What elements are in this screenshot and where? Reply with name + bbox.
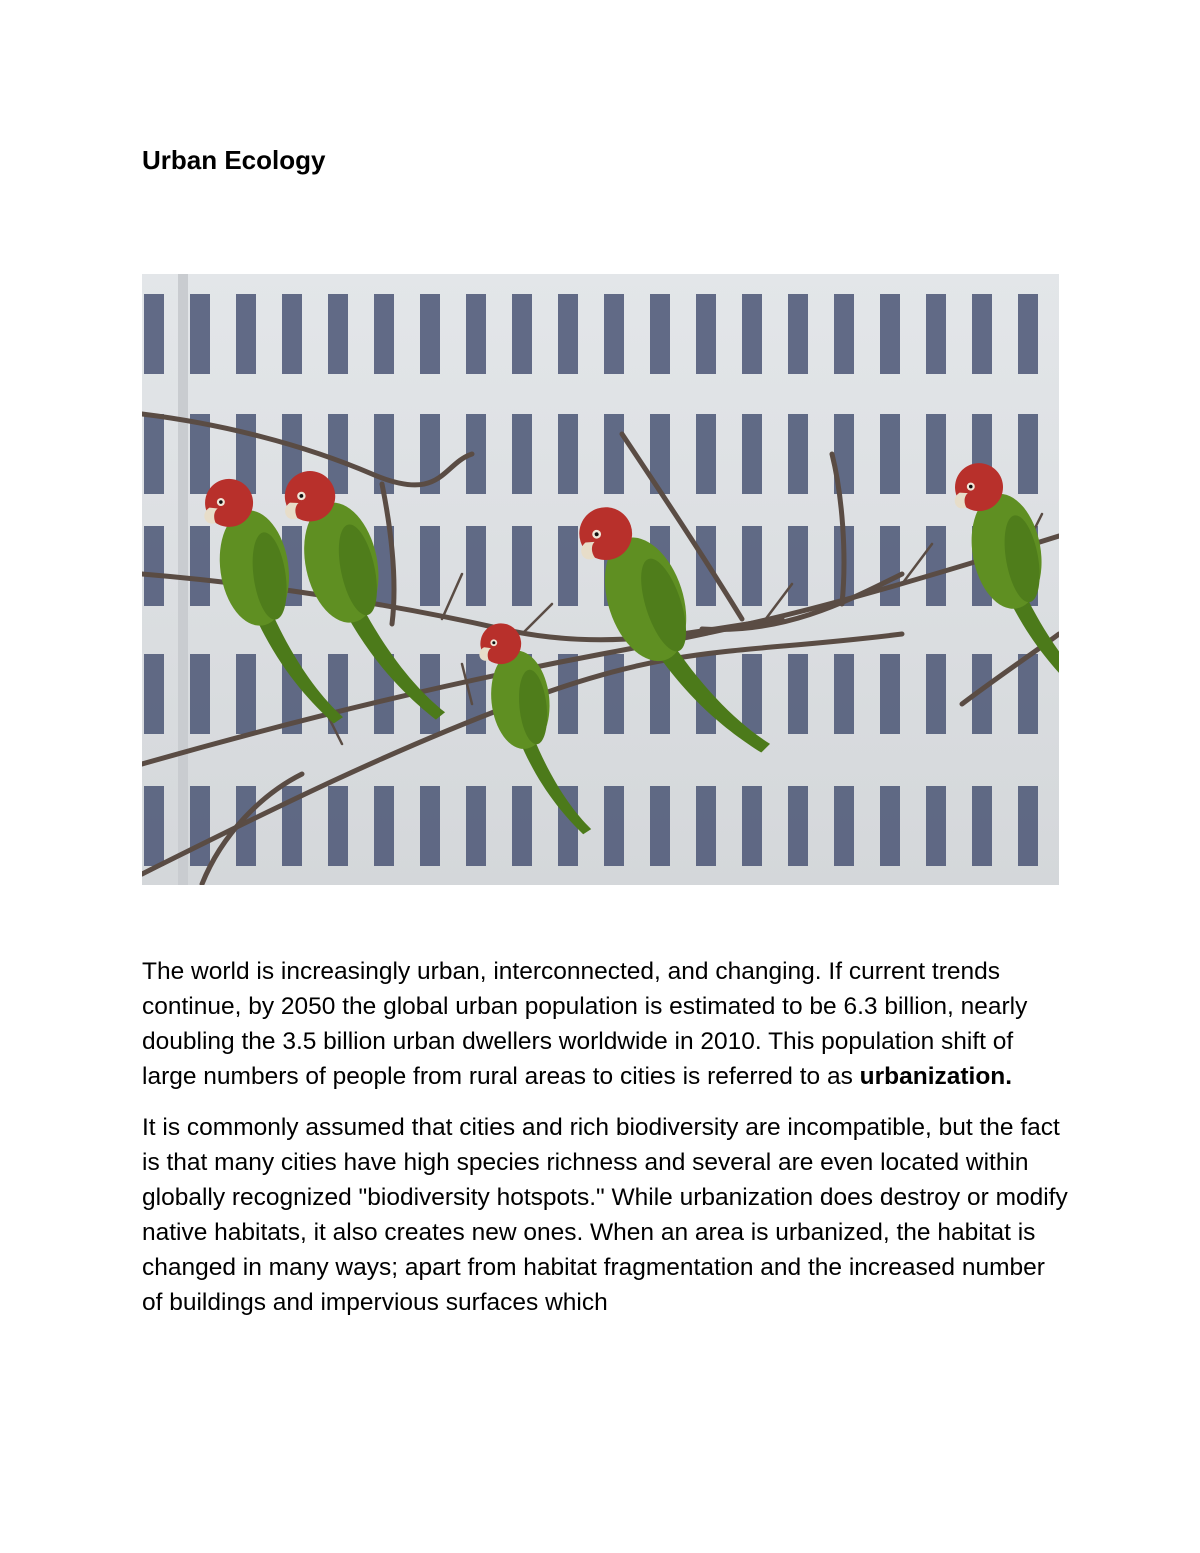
window <box>834 294 854 374</box>
window <box>926 526 946 606</box>
window <box>466 526 486 606</box>
window <box>926 414 946 494</box>
photo-illustration <box>142 274 1059 885</box>
window <box>420 294 440 374</box>
window <box>190 786 210 866</box>
window <box>1018 654 1038 734</box>
window <box>512 414 532 494</box>
window <box>788 526 808 606</box>
paragraph-text: The world is increasingly urban, interconnected, and changing. If current trends continue, by 2050 the global urban population is estimated to be 6.3 billion, nearly doubling the 3.5 billion urban dwellers worldwide in 2010. This population shift of large numbers of people from rural areas to cities is referred to as <box>142 958 1028 1090</box>
window <box>650 786 670 866</box>
window <box>236 294 256 374</box>
window <box>742 526 762 606</box>
window <box>144 654 164 734</box>
window <box>742 414 762 494</box>
window <box>374 786 394 866</box>
window <box>880 414 900 494</box>
window <box>466 294 486 374</box>
window <box>144 786 164 866</box>
parrots-on-branches-photo <box>142 274 1059 885</box>
window <box>420 526 440 606</box>
window <box>328 786 348 866</box>
window <box>1018 294 1038 374</box>
window <box>328 294 348 374</box>
window <box>512 294 532 374</box>
document-title: Urban Ecology <box>142 145 326 175</box>
window <box>788 786 808 866</box>
window <box>696 786 716 866</box>
window <box>328 414 348 494</box>
window <box>880 786 900 866</box>
window <box>604 294 624 374</box>
window <box>190 294 210 374</box>
window <box>558 654 578 734</box>
window <box>420 786 440 866</box>
window <box>466 786 486 866</box>
window <box>144 414 164 494</box>
window <box>880 526 900 606</box>
window <box>558 294 578 374</box>
window <box>880 294 900 374</box>
window <box>604 786 624 866</box>
paragraph-biodiversity: It is commonly assumed that cities and rich biodiversity are incompatible, but the fact is that many cities have high species richness and several are even located within globally recognized "biodiversity hotspots." While urbanization does destroy or modify native habitats, it also creates new ones. When an area is urbanized, the habitat is changed in many ways; apart from habitat fragmentation and the increased number of buildings and impervious surfaces which <box>142 1114 1068 1316</box>
window <box>880 654 900 734</box>
window <box>604 654 624 734</box>
window <box>190 526 210 606</box>
window <box>696 414 716 494</box>
window <box>144 526 164 606</box>
window <box>512 526 532 606</box>
window <box>282 294 302 374</box>
window <box>650 294 670 374</box>
window <box>926 786 946 866</box>
window <box>742 294 762 374</box>
window <box>1018 414 1038 494</box>
window <box>558 414 578 494</box>
window <box>190 654 210 734</box>
window <box>696 294 716 374</box>
window <box>742 654 762 734</box>
window <box>972 294 992 374</box>
window <box>788 654 808 734</box>
window <box>558 526 578 606</box>
window <box>742 786 762 866</box>
window <box>144 294 164 374</box>
window <box>972 786 992 866</box>
window <box>834 654 854 734</box>
document-body <box>142 954 1072 1336</box>
window <box>788 294 808 374</box>
window <box>834 786 854 866</box>
window <box>374 294 394 374</box>
window <box>512 786 532 866</box>
window <box>1018 786 1038 866</box>
urbanization-term: urbanization. <box>859 1063 1013 1090</box>
window <box>788 414 808 494</box>
window <box>604 414 624 494</box>
window <box>236 654 256 734</box>
window <box>926 654 946 734</box>
paragraph-urbanization <box>142 954 1072 1094</box>
window <box>926 294 946 374</box>
